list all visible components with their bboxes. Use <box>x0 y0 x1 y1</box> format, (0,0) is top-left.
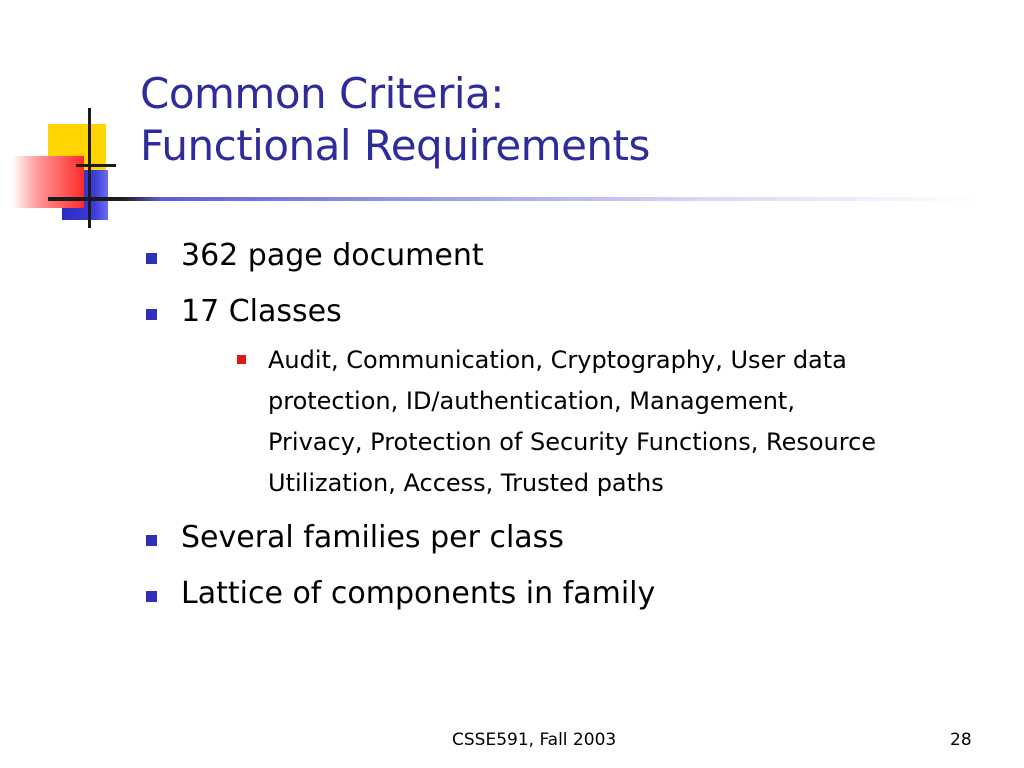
bullet-item <box>140 574 1000 614</box>
bullet-item <box>140 292 1000 504</box>
sub-bullet-text <box>268 340 1000 504</box>
bullet-item <box>140 236 1000 276</box>
slide-title <box>140 68 650 172</box>
sub-bullet-line: Utilization, Access, Trusted paths <box>268 469 664 497</box>
small-square-bullet-icon <box>237 355 246 364</box>
title-line-2: Functional Requirements <box>140 121 650 170</box>
sub-bullet-item <box>181 340 1000 504</box>
bullet-list <box>140 236 1000 614</box>
decor-vertical-line <box>88 108 91 228</box>
title-underline-rule <box>48 197 978 201</box>
sub-bullet-line: protection, ID/authentication, Management, <box>268 387 795 415</box>
square-bullet-icon <box>146 535 157 546</box>
sub-bullet-line: Privacy, Protection of Security Functions, Resource <box>268 428 877 456</box>
slide-body <box>140 236 1000 630</box>
bullet-text: Several families per class <box>181 520 564 555</box>
sub-bullet-list <box>181 340 1000 504</box>
bullet-text: 17 Classes <box>181 294 342 329</box>
bullet-text: 362 page document <box>181 238 484 273</box>
bullet-item <box>140 518 1000 558</box>
footer-course-label: CSSE591, Fall 2003 <box>452 730 617 750</box>
bullet-text: Lattice of components in family <box>181 576 656 611</box>
title-line-1: Common Criteria: <box>140 69 504 118</box>
square-bullet-icon <box>146 253 157 264</box>
sub-bullet-line: Audit, Communication, Cryptography, User data <box>268 346 847 374</box>
footer-page-number: 28 <box>950 730 972 750</box>
square-bullet-icon <box>146 591 157 602</box>
decor-short-horizontal-line <box>76 164 116 167</box>
square-bullet-icon <box>146 309 157 320</box>
